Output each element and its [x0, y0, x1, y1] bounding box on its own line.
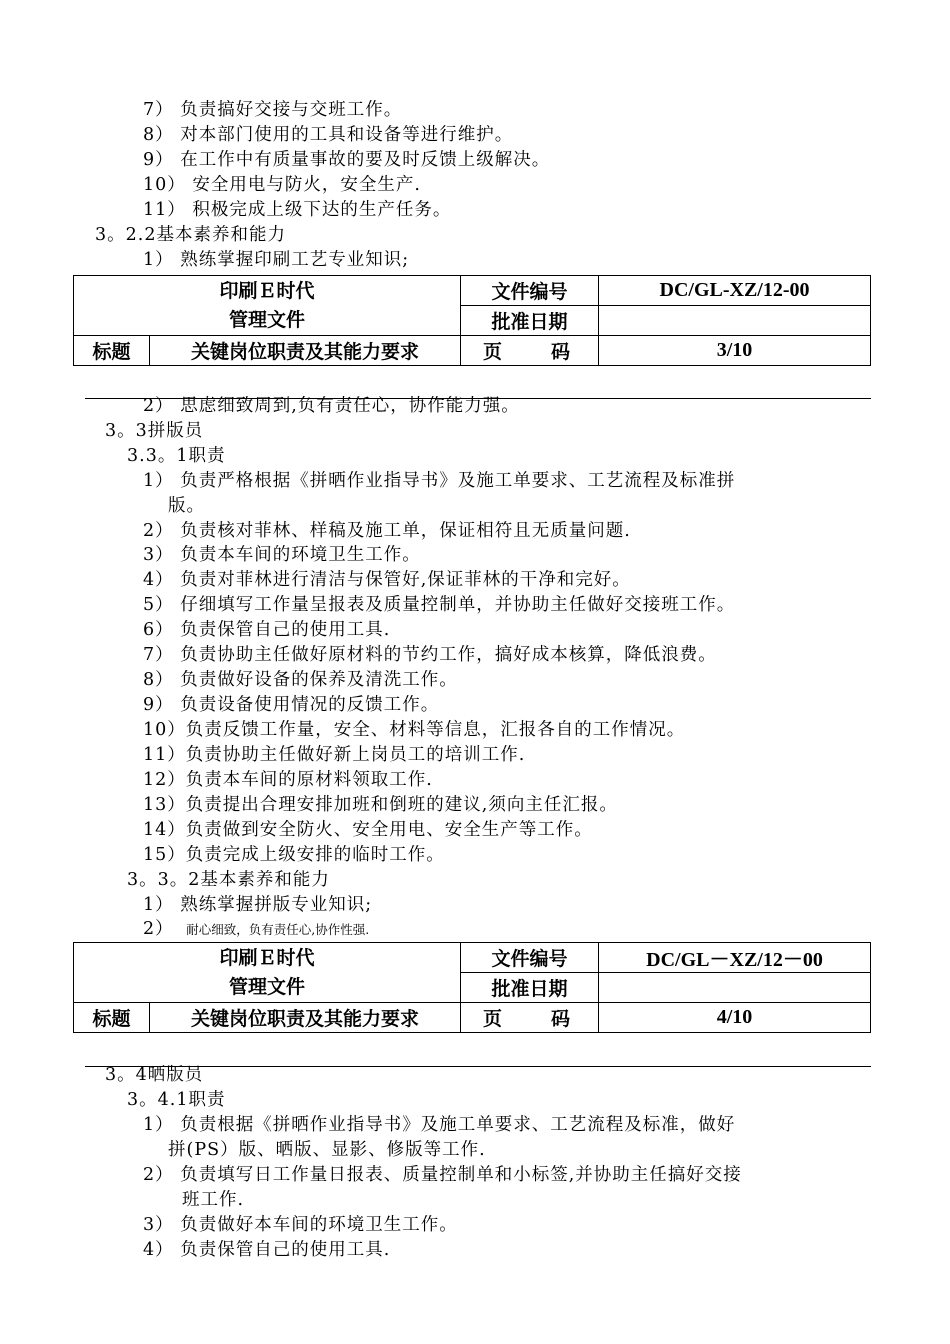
list-item-continuation: 版。 — [168, 496, 205, 516]
list-item: 6） 负责保管自己的使用工具. — [143, 620, 391, 640]
doc-number: DC/GL－XZ/12－00 — [599, 943, 871, 973]
doc-number-label: 文件编号 — [461, 276, 599, 306]
list-item: 8） 负责做好设备的保养及清洗工作。 — [143, 670, 458, 690]
title-label: 标题 — [74, 336, 150, 366]
list-item: 1） 负责严格根据《拼晒作业指导书》及施工单要求、工艺流程及标准拼 — [143, 471, 736, 491]
list-item: 3） 负责做好本车间的环境卫生工作。 — [143, 1215, 458, 1235]
list-item: 3） 负责本车间的环境卫生工作。 — [143, 545, 421, 565]
title-label: 标题 — [74, 1003, 150, 1033]
list-item: 2） 思虑细致周到,负有责任心，协作能力强。 — [143, 396, 520, 416]
document-type: 管理文件 — [229, 975, 306, 998]
page-label-a: 页 — [483, 341, 503, 363]
list-item: 10） 安全用电与防火，安全生产. — [143, 175, 421, 195]
list-item — [143, 917, 369, 942]
list-item: 10）负责反馈工作量，安全、材料等信息，汇报各自的工作情况。 — [143, 720, 686, 740]
subsection-heading: 3。4.1职责 — [127, 1090, 226, 1110]
document-header-table — [73, 942, 871, 1033]
page-number: 4/10 — [599, 1003, 871, 1033]
list-item: 14）负责做到安全防火、安全用电、安全生产等工作。 — [143, 820, 593, 840]
list-item-continuation: 班工作. — [182, 1190, 245, 1210]
approval-date — [599, 306, 871, 336]
list-item: 5） 仔细填写工作量呈报表及质量控制单，并协助主任做好交接班工作。 — [143, 595, 736, 615]
list-item: 1） 负责根据《拼晒作业指导书》及施工单要求、工艺流程及标准，做好 — [143, 1115, 736, 1135]
list-item-text: 耐心细致，负有责任心,协作性强. — [186, 922, 370, 937]
list-item: 7） 负责协助主任做好原材料的节约工作，搞好成本核算，降低浪费。 — [143, 645, 717, 665]
list-item: 12）负责本车间的原材料领取工作. — [143, 770, 433, 790]
document-title: 关键岗位职责及其能力要求 — [150, 1003, 461, 1033]
company-name: 印刷Ｅ时代 — [219, 946, 315, 969]
document-type: 管理文件 — [229, 308, 306, 331]
section-heading: 3。4晒版员 — [105, 1065, 204, 1085]
page-label-b: 码 — [551, 341, 571, 363]
list-item: 1） 熟练掌握印刷工艺专业知识; — [143, 250, 410, 270]
section-heading: 3。3拼版员 — [105, 421, 204, 441]
document-title: 关键岗位职责及其能力要求 — [150, 336, 461, 366]
list-item: 9） 负责设备使用情况的反馈工作。 — [143, 695, 440, 715]
company-name-cell — [74, 943, 461, 1003]
list-item: 1） 熟练掌握拼版专业知识; — [143, 895, 373, 915]
approval-date-label: 批准日期 — [461, 973, 599, 1003]
doc-number-label: 文件编号 — [461, 943, 599, 973]
list-item: 4） 负责对菲林进行清洁与保管好,保证菲林的干净和完好。 — [143, 570, 631, 590]
page-label-a: 页 — [483, 1008, 503, 1030]
section-heading: 3。2.2基本素养和能力 — [95, 225, 286, 245]
list-item: 11） 积极完成上级下达的生产任务。 — [143, 200, 452, 220]
approval-date-label: 批准日期 — [461, 306, 599, 336]
company-name-cell — [74, 276, 461, 336]
list-item: 2） 负责核对菲林、样稿及施工单，保证相符且无质量问题. — [143, 521, 631, 541]
list-item: 8） 对本部门使用的工具和设备等进行维护。 — [143, 125, 514, 145]
list-item: 7） 负责搞好交接与交班工作。 — [143, 100, 403, 120]
approval-date — [599, 973, 871, 1003]
list-item: 11）负责协助主任做好新上岗员工的培训工作. — [143, 745, 526, 765]
company-name: 印刷Ｅ时代 — [219, 279, 315, 302]
list-item: 15）负责完成上级安排的临时工作。 — [143, 845, 445, 865]
list-item-continuation: 拼(PS）版、晒版、显影、修版等工作. — [168, 1140, 486, 1160]
list-item: 9） 在工作中有质量事故的要及时反馈上级解决。 — [143, 150, 551, 170]
list-item: 2） 负责填写日工作量日报表、质量控制单和小标签,并协助主任搞好交接 — [143, 1165, 742, 1185]
document-header-table — [73, 275, 871, 366]
subsection-heading: 3.3。1职责 — [127, 446, 226, 466]
page-number: 3/10 — [599, 336, 871, 366]
page-label — [461, 336, 599, 366]
page-label — [461, 1003, 599, 1033]
list-item-number: 2） — [143, 919, 174, 939]
subsection-heading: 3。3。2基本素养和能力 — [127, 870, 330, 890]
page-label-b: 码 — [551, 1008, 571, 1030]
doc-number: DC/GL-XZ/12-00 — [599, 276, 871, 306]
list-item: 13）负责提出合理安排加班和倒班的建议,须向主任汇报。 — [143, 795, 618, 815]
list-item: 4） 负责保管自己的使用工具. — [143, 1240, 391, 1260]
